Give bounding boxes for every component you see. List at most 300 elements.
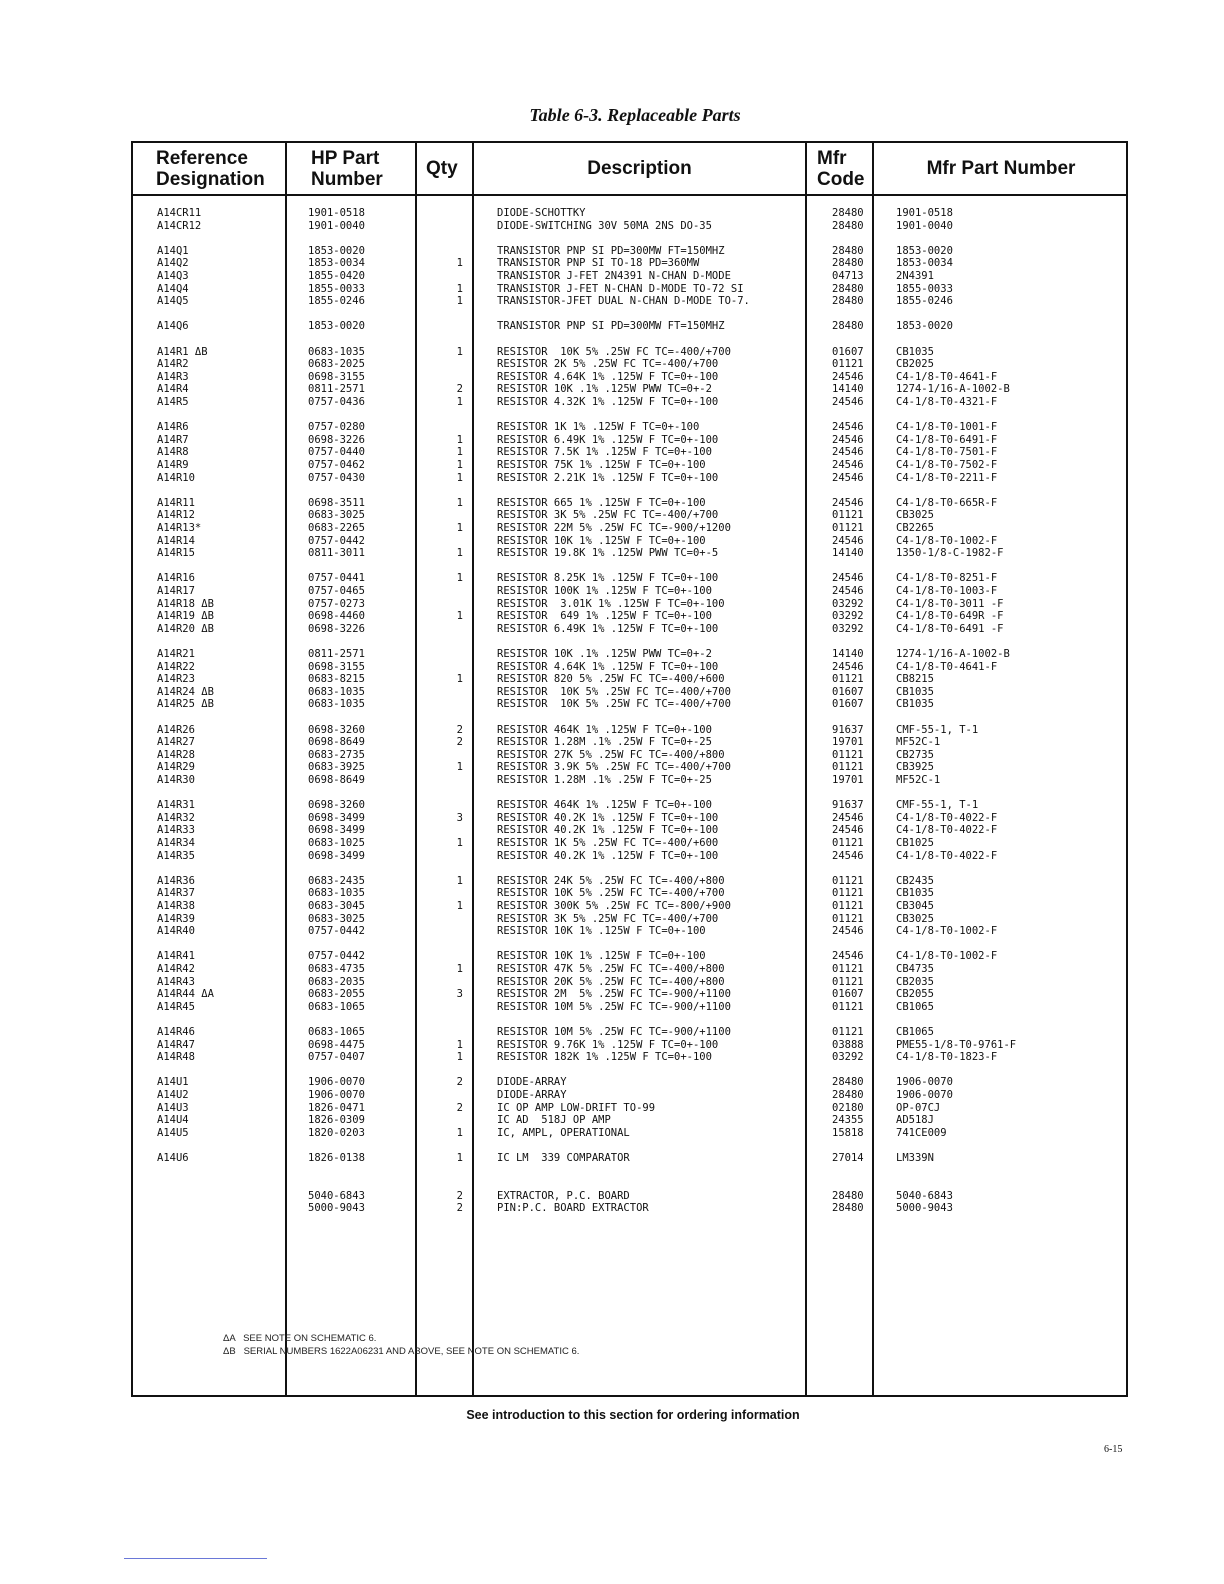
cell-desc: RESISTOR 75K 1% .125W F TC=0+-100 [497, 459, 706, 471]
cell-ref: A14R39 [157, 912, 195, 925]
cell-code: 24546 [832, 459, 864, 471]
cell-hp: 1855-0033 [308, 282, 365, 295]
cell-desc: RESISTOR 1.28M .1% .25W F TC=0+-25 [497, 774, 712, 786]
cell-mfr: C4-1/8-T0-649R -F [896, 610, 1004, 623]
cell-code: 28480 [832, 1202, 864, 1215]
cell-qty: 3 [456, 811, 463, 824]
cell-qty: 1 [456, 282, 463, 295]
cell-code: 28480 [832, 207, 864, 219]
cell-desc: IC, AMPL, OPERATIONAL [497, 1126, 630, 1139]
cell-hp: 0683-2435 [308, 874, 365, 887]
cell-code: 28480 [832, 1076, 864, 1089]
cell-mfr: CB2265 [896, 522, 934, 534]
cell-qty: 1 [456, 257, 463, 270]
cell-mfr: 1906-0070 [896, 1089, 953, 1101]
cell-ref: A14R7 [157, 433, 189, 446]
cell-code: 24546 [832, 496, 864, 509]
cell-desc: TRANSISTOR-JFET DUAL N-CHAN D-MODE TO-7. [497, 295, 750, 308]
cell-ref: A14Q4 [157, 282, 189, 295]
cell-ref: A14Q1 [157, 244, 189, 257]
cell-code: 14140 [832, 547, 864, 560]
cell-code: 28480 [832, 282, 864, 295]
cell-desc: RESISTOR 2.21K 1% .125W F TC=0+-100 [497, 471, 719, 484]
cell-mfr: CB1065 [896, 1000, 934, 1013]
cell-desc: RESISTOR 182K 1% .125W F TC=0+-100 [497, 1051, 712, 1064]
cell-desc: RESISTOR 10K 1% .125W F TC=0+-100 [497, 950, 706, 963]
cell-hp: 0683-2265 [308, 522, 365, 534]
cell-hp: 0811-2571 [308, 383, 365, 396]
cell-hp: 0683-1065 [308, 1000, 365, 1013]
header-rule [133, 194, 1126, 196]
cell-mfr: C4-1/8-T0-1003-F [896, 585, 998, 597]
cell-code: 24546 [832, 396, 864, 408]
cell-qty: 1 [456, 547, 463, 560]
cell-mfr: CB1035 [896, 698, 934, 711]
cell-desc: RESISTOR 100K 1% .125W F TC=0+-100 [497, 585, 712, 597]
cell-desc: RESISTOR 464K 1% .125W F TC=0+-100 [497, 723, 712, 736]
cell-code: 28480 [832, 257, 864, 270]
cell-code: 28480 [832, 295, 864, 308]
cell-desc: RESISTOR 3K 5% .25W FC TC=-400/+700 [497, 912, 719, 925]
cell-desc: DIODE-SWITCHING 30V 50MA 2NS DO-35 [497, 219, 712, 232]
cell-ref: A14R11 [157, 496, 195, 509]
cell-code: 01121 [832, 975, 864, 988]
cell-desc: RESISTOR 300K 5% .25W FC TC=-800/+900 [497, 900, 731, 912]
cell-code: 24546 [832, 446, 864, 459]
cell-mfr: C4-1/8-T0-8251-F [896, 572, 998, 585]
cell-hp: 0698-4460 [308, 610, 365, 623]
cell-ref: A14R33 [157, 824, 195, 837]
cell-mfr: CB3045 [896, 900, 934, 912]
cell-ref: A14R14 [157, 534, 195, 547]
header-hp-part-number: HP Part Number [311, 147, 383, 190]
cell-ref: A14R46 [157, 1026, 195, 1038]
cell-code: 24546 [832, 370, 864, 383]
header-mfr-code: Mfr Code [817, 147, 865, 190]
cell-ref: A14U4 [157, 1114, 189, 1127]
cell-mfr: 1853-0020 [896, 244, 953, 257]
cell-ref: A14R34 [157, 837, 195, 849]
cell-mfr: CB2435 [896, 874, 934, 887]
cell-hp: 1906-0070 [308, 1076, 365, 1089]
cell-hp: 0757-0462 [308, 459, 365, 471]
cell-ref: A14R2 [157, 358, 189, 371]
cell-mfr: 1274-1/16-A-1002-B [896, 383, 1010, 396]
cell-code: 03292 [832, 1051, 864, 1064]
cell-qty: 3 [456, 988, 463, 1001]
cell-hp: 0683-2735 [308, 748, 365, 761]
cell-mfr: C4-1/8-T0-1002-F [896, 534, 998, 547]
cell-code: 24546 [832, 433, 864, 446]
cell-mfr: C4-1/8-T0-7502-F [896, 459, 998, 471]
cell-desc: RESISTOR 47K 5% .25W FC TC=-400/+800 [497, 963, 725, 975]
cell-desc: RESISTOR 4.64K 1% .125W F TC=0+-100 [497, 660, 719, 673]
cell-desc: RESISTOR 24K 5% .25W FC TC=-400/+800 [497, 874, 725, 887]
cell-hp: 0757-0430 [308, 471, 365, 484]
column-divider [805, 143, 807, 1395]
cell-hp: 0757-0442 [308, 534, 365, 547]
cell-code: 24546 [832, 421, 864, 434]
cell-mfr: CMF-55-1, T-1 [896, 799, 979, 812]
cell-ref: A14R21 [157, 648, 195, 660]
cell-mfr: 1853-0020 [896, 320, 953, 333]
cell-qty: 1 [456, 1038, 463, 1051]
cell-ref: A14R30 [157, 774, 195, 786]
cell-code: 01121 [832, 912, 864, 925]
cell-hp: 1826-0138 [308, 1152, 365, 1164]
cell-code: 27014 [832, 1152, 864, 1164]
cell-ref: A14R44 ΔA [157, 988, 214, 1001]
cell-code: 24546 [832, 534, 864, 547]
cell-hp: 1853-0034 [308, 257, 365, 270]
ordering-note: See introduction to this section for ordering information [466, 1408, 800, 1422]
cell-qty: 1 [456, 522, 463, 534]
cell-mfr: C4-1/8-T0-1823-F [896, 1051, 998, 1064]
cell-ref: A14R10 [157, 471, 195, 484]
notes [223, 1332, 579, 1358]
cell-ref: A14R15 [157, 547, 195, 560]
cell-ref: A14CR12 [157, 219, 202, 232]
cell-code: 03888 [832, 1038, 864, 1051]
cell-desc: RESISTOR 2K 5% .25W FC TC=-400/+700 [497, 358, 719, 371]
cell-desc: RESISTOR 8.25K 1% .125W F TC=0+-100 [497, 572, 719, 585]
cell-code: 91637 [832, 723, 864, 736]
cell-mfr: C4-1/8-T0-4022-F [896, 811, 998, 824]
cell-desc: RESISTOR 6.49K 1% .125W F TC=0+-100 [497, 433, 719, 446]
cell-qty: 1 [456, 1152, 463, 1164]
cell-qty: 1 [456, 459, 463, 471]
cell-ref: A14R38 [157, 900, 195, 912]
cell-code: 28480 [832, 244, 864, 257]
cell-desc: DIODE-ARRAY [497, 1076, 567, 1089]
cell-code: 01607 [832, 345, 864, 358]
cell-code: 24546 [832, 471, 864, 484]
cell-ref: A14R42 [157, 963, 195, 975]
cell-mfr: CB3025 [896, 912, 934, 925]
cell-code: 01121 [832, 509, 864, 522]
cell-code: 15818 [832, 1126, 864, 1139]
cell-hp: 0683-3925 [308, 761, 365, 774]
cell-hp: 0757-0407 [308, 1051, 365, 1064]
cell-mfr: C4-1/8-T0-7501-F [896, 446, 998, 459]
cell-ref: A14R4 [157, 383, 189, 396]
cell-ref: A14U1 [157, 1076, 189, 1089]
cell-code: 24546 [832, 811, 864, 824]
cell-mfr: 1274-1/16-A-1002-B [896, 648, 1010, 660]
cell-ref: A14R6 [157, 421, 189, 434]
cell-hp: 1855-0246 [308, 295, 365, 308]
cell-code: 01121 [832, 673, 864, 686]
cell-ref: A14R24 ΔB [157, 685, 214, 698]
cell-desc: RESISTOR 4.32K 1% .125W F TC=0+-100 [497, 396, 719, 408]
cell-ref: A14R27 [157, 736, 195, 749]
cell-ref: A14R3 [157, 370, 189, 383]
cell-ref: A14R32 [157, 811, 195, 824]
cell-hp: 0698-8649 [308, 736, 365, 749]
cell-code: 03292 [832, 610, 864, 623]
cell-mfr: CB1035 [896, 887, 934, 900]
cell-desc: RESISTOR 1K 5% .25W FC TC=-400/+600 [497, 837, 719, 849]
cell-hp: 1826-0471 [308, 1101, 365, 1114]
cell-ref: A14R43 [157, 975, 195, 988]
cell-qty: 1 [456, 837, 463, 849]
cell-mfr: 1853-0034 [896, 257, 953, 270]
cell-hp: 0757-0442 [308, 925, 365, 938]
cell-qty: 1 [456, 496, 463, 509]
cell-code: 01121 [832, 1000, 864, 1013]
cell-qty: 1 [456, 396, 463, 408]
cell-desc: RESISTOR 10K 1% .125W F TC=0+-100 [497, 925, 706, 938]
cell-ref: A14R47 [157, 1038, 195, 1051]
cell-desc: TRANSISTOR PNP SI PD=300MW FT=150MHZ [497, 244, 725, 257]
cell-ref: A14R13* [157, 522, 202, 534]
cell-desc: RESISTOR 464K 1% .125W F TC=0+-100 [497, 799, 712, 812]
cell-ref: A14Q3 [157, 270, 189, 282]
cell-ref: A14R12 [157, 509, 195, 522]
cell-code: 01121 [832, 837, 864, 849]
cell-desc: IC OP AMP LOW-DRIFT TO-99 [497, 1101, 656, 1114]
cell-ref: A14R16 [157, 572, 195, 585]
cell-ref: A14U5 [157, 1126, 189, 1139]
cell-qty: 2 [456, 1076, 463, 1089]
cell-mfr: CB8215 [896, 673, 934, 686]
cell-code: 01121 [832, 1026, 864, 1038]
cell-hp: 0698-3226 [308, 433, 365, 446]
cell-qty: 1 [456, 1051, 463, 1064]
cell-ref: A14R36 [157, 874, 195, 887]
cell-mfr: PME55-1/8-T0-9761-F [896, 1038, 1017, 1051]
cell-mfr: C4-1/8-T0-1002-F [896, 925, 998, 938]
cell-desc: TRANSISTOR PNP SI PD=300MW FT=150MHZ [497, 320, 725, 333]
cell-qty: 1 [456, 345, 463, 358]
column-divider [872, 143, 874, 1395]
cell-hp: 0757-0442 [308, 950, 365, 963]
cell-desc: RESISTOR 10K 1% .125W F TC=0+-100 [497, 534, 706, 547]
cell-code: 01121 [832, 748, 864, 761]
cell-mfr: CB2035 [896, 975, 934, 988]
cell-desc: RESISTOR 820 5% .25W FC TC=-400/+600 [497, 673, 725, 686]
cell-ref: A14R23 [157, 673, 195, 686]
cell-ref: A14U2 [157, 1089, 189, 1101]
cell-hp: 0698-3499 [308, 824, 365, 837]
cell-code: 28480 [832, 320, 864, 333]
cell-hp: 0683-1035 [308, 345, 365, 358]
cell-ref: A14R1 ΔB [157, 345, 208, 358]
cell-mfr: C4-1/8-T0-665R-F [896, 496, 998, 509]
cell-hp: 1853-0020 [308, 320, 365, 333]
cell-code: 24546 [832, 849, 864, 862]
cell-ref: A14R17 [157, 585, 195, 597]
cell-code: 01121 [832, 900, 864, 912]
cell-code: 24546 [832, 824, 864, 837]
cell-ref: A14U3 [157, 1101, 189, 1114]
cell-hp: 0757-0440 [308, 446, 365, 459]
cell-mfr: 741CE009 [896, 1126, 947, 1139]
cell-qty: 1 [456, 874, 463, 887]
cell-mfr: 2N4391 [896, 270, 934, 282]
cell-mfr: CMF-55-1, T-1 [896, 723, 979, 736]
cell-hp: 1901-0518 [308, 207, 365, 219]
cell-hp: 0757-0436 [308, 396, 365, 408]
cell-desc: PIN:P.C. BOARD EXTRACTOR [497, 1202, 649, 1215]
cell-qty: 1 [456, 610, 463, 623]
cell-hp: 0683-1035 [308, 698, 365, 711]
cell-ref: A14Q5 [157, 295, 189, 308]
cell-mfr: C4-1/8-T0-4641-F [896, 660, 998, 673]
cell-mfr: CB3925 [896, 761, 934, 774]
cell-code: 24546 [832, 925, 864, 938]
cell-hp: 0698-3155 [308, 660, 365, 673]
cell-hp: 0698-3511 [308, 496, 365, 509]
cell-desc: RESISTOR 2M 5% .25W FC TC=-900/+1100 [497, 988, 731, 1001]
cell-mfr: C4-1/8-T0-3011 -F [896, 597, 1004, 610]
cell-mfr: C4-1/8-T0-6491-F [896, 433, 998, 446]
cell-code: 02180 [832, 1101, 864, 1114]
cell-desc: RESISTOR 20K 5% .25W FC TC=-400/+800 [497, 975, 725, 988]
cell-ref: A14Q6 [157, 320, 189, 333]
cell-desc: TRANSISTOR PNP SI TO-18 PD=360MW [497, 257, 700, 270]
cell-hp: 0683-3045 [308, 900, 365, 912]
cell-hp: 1820-0203 [308, 1126, 365, 1139]
note-a: ΔA SEE NOTE ON SCHEMATIC 6. [223, 1333, 377, 1344]
cell-mfr: CB4735 [896, 963, 934, 975]
header-mfr-part-number: Mfr Part Number [926, 158, 1076, 179]
cell-code: 14140 [832, 383, 864, 396]
cell-hp: 0683-2055 [308, 988, 365, 1001]
cell-ref: A14R31 [157, 799, 195, 812]
cell-desc: RESISTOR 10K 5% .25W FC TC=-400/+700 [497, 685, 731, 698]
cell-hp: 0757-0273 [308, 597, 365, 610]
note-b: ΔB SERIAL NUMBERS 1622A06231 AND ABOVE, SEE NOTE ON SCHEMATIC 6. [223, 1346, 580, 1357]
cell-ref: A14R20 ΔB [157, 622, 214, 635]
cell-hp: 0698-3226 [308, 622, 365, 635]
cell-desc: RESISTOR 3.9K 5% .25W FC TC=-400/+700 [497, 761, 731, 774]
page-number: 6-15 [1104, 1444, 1123, 1455]
cell-qty: 1 [456, 761, 463, 774]
cell-desc: RESISTOR 10M 5% .25W FC TC=-900/+1100 [497, 1026, 731, 1038]
cell-mfr: CB1025 [896, 837, 934, 849]
cell-qty: 1 [456, 572, 463, 585]
cell-hp: 0698-4475 [308, 1038, 365, 1051]
cell-desc: RESISTOR 40.2K 1% .125W F TC=0+-100 [497, 849, 719, 862]
page-title: Table 6-3. Replaceable Parts [529, 105, 741, 125]
cell-hp: 0757-0441 [308, 572, 365, 585]
cell-qty: 1 [456, 963, 463, 975]
cell-code: 03292 [832, 622, 864, 635]
cell-code: 01607 [832, 685, 864, 698]
cell-desc: RESISTOR 6.49K 1% .125W F TC=0+-100 [497, 622, 719, 635]
cell-desc: TRANSISTOR J-FET 2N4391 N-CHAN D-MODE [497, 270, 731, 282]
cell-code: 19701 [832, 736, 864, 749]
cell-hp: 0698-8649 [308, 774, 365, 786]
cell-code: 28480 [832, 219, 864, 232]
cell-ref: A14R8 [157, 446, 189, 459]
cell-hp: 0811-3011 [308, 547, 365, 560]
cell-desc: RESISTOR 10K 5% .25W FC TC=-400/+700 [497, 698, 731, 711]
cell-desc: RESISTOR 10K 5% .25W FC TC=-400/+700 [497, 887, 725, 900]
cell-code: 01607 [832, 988, 864, 1001]
cell-code: 24355 [832, 1114, 864, 1127]
cell-hp: 0757-0280 [308, 421, 365, 434]
cell-desc: RESISTOR 7.5K 1% .125W F TC=0+-100 [497, 446, 712, 459]
cell-code: 01121 [832, 874, 864, 887]
column-divider [472, 143, 474, 1395]
cell-mfr: CB1065 [896, 1026, 934, 1038]
cell-qty: 1 [456, 446, 463, 459]
cell-mfr: 1901-0518 [896, 207, 953, 219]
cell-ref: A14R18 ΔB [157, 597, 214, 610]
cell-hp: 0683-2025 [308, 358, 365, 371]
cell-ref: A14U6 [157, 1152, 189, 1164]
cell-mfr: 1906-0070 [896, 1076, 953, 1089]
cell-qty: 1 [456, 433, 463, 446]
cell-qty: 1 [456, 900, 463, 912]
cell-hp: 0683-1025 [308, 837, 365, 849]
cell-qty: 2 [456, 1189, 463, 1202]
cell-mfr: 5000-9043 [896, 1202, 953, 1215]
cell-code: 24546 [832, 585, 864, 597]
cell-mfr: CB2735 [896, 748, 934, 761]
cell-code: 01121 [832, 761, 864, 774]
cell-mfr: CB2025 [896, 358, 934, 371]
cell-qty: 1 [456, 673, 463, 686]
cell-hp: 0683-1035 [308, 685, 365, 698]
cell-hp: 0683-4735 [308, 963, 365, 975]
cell-desc: RESISTOR 1K 1% .125W F TC=0+-100 [497, 421, 700, 434]
cell-mfr: CB2055 [896, 988, 934, 1001]
cell-hp: 5040-6843 [308, 1189, 365, 1202]
cell-code: 01121 [832, 358, 864, 371]
cell-desc: DIODE-SCHOTTKY [497, 207, 586, 219]
cell-hp: 0683-3025 [308, 912, 365, 925]
cell-desc: RESISTOR 10M 5% .25W FC TC=-900/+1100 [497, 1000, 731, 1013]
cell-desc: RESISTOR 9.76K 1% .125W F TC=0+-100 [497, 1038, 719, 1051]
cell-hp: 0757-0465 [308, 585, 365, 597]
cell-code: 03292 [832, 597, 864, 610]
cell-hp: 0698-3260 [308, 723, 365, 736]
cell-code: 24546 [832, 660, 864, 673]
cell-ref: A14R19 ΔB [157, 610, 214, 623]
header-reference-designation: Reference Designation [156, 147, 265, 190]
cell-desc: RESISTOR 19.8K 1% .125W PWW TC=0+-5 [497, 547, 719, 560]
cell-hp: 1855-0420 [308, 270, 365, 282]
cell-mfr: C4-1/8-T0-4641-F [896, 370, 998, 383]
cell-desc: RESISTOR 4.64K 1% .125W F TC=0+-100 [497, 370, 719, 383]
cell-desc: DIODE-ARRAY [497, 1089, 567, 1101]
cell-mfr: C4-1/8-T0-6491 -F [896, 622, 1004, 635]
cell-hp: 0811-2571 [308, 648, 365, 660]
cell-code: 24546 [832, 572, 864, 585]
cell-mfr: CB1035 [896, 345, 934, 358]
cell-mfr: 1855-0033 [896, 282, 953, 295]
cell-hp: 0698-3155 [308, 370, 365, 383]
cell-desc: IC LM 339 COMPARATOR [497, 1152, 630, 1164]
cell-mfr: CB3025 [896, 509, 934, 522]
cell-code: 14140 [832, 648, 864, 660]
cell-desc: RESISTOR 1.28M .1% .25W F TC=0+-25 [497, 736, 712, 749]
cell-code: 24546 [832, 950, 864, 963]
cell-mfr: LM339N [896, 1152, 934, 1164]
cell-mfr: C4-1/8-T0-4321-F [896, 396, 998, 408]
cell-desc: RESISTOR 665 1% .125W F TC=0+-100 [497, 496, 706, 509]
cell-code: 04713 [832, 270, 864, 282]
footer-rule [124, 1558, 267, 1559]
cell-code: 01607 [832, 698, 864, 711]
cell-hp: 0683-3025 [308, 509, 365, 522]
cell-mfr: AD518J [896, 1114, 934, 1127]
cell-ref: A14R35 [157, 849, 195, 862]
header-qty: Qty [426, 158, 458, 179]
